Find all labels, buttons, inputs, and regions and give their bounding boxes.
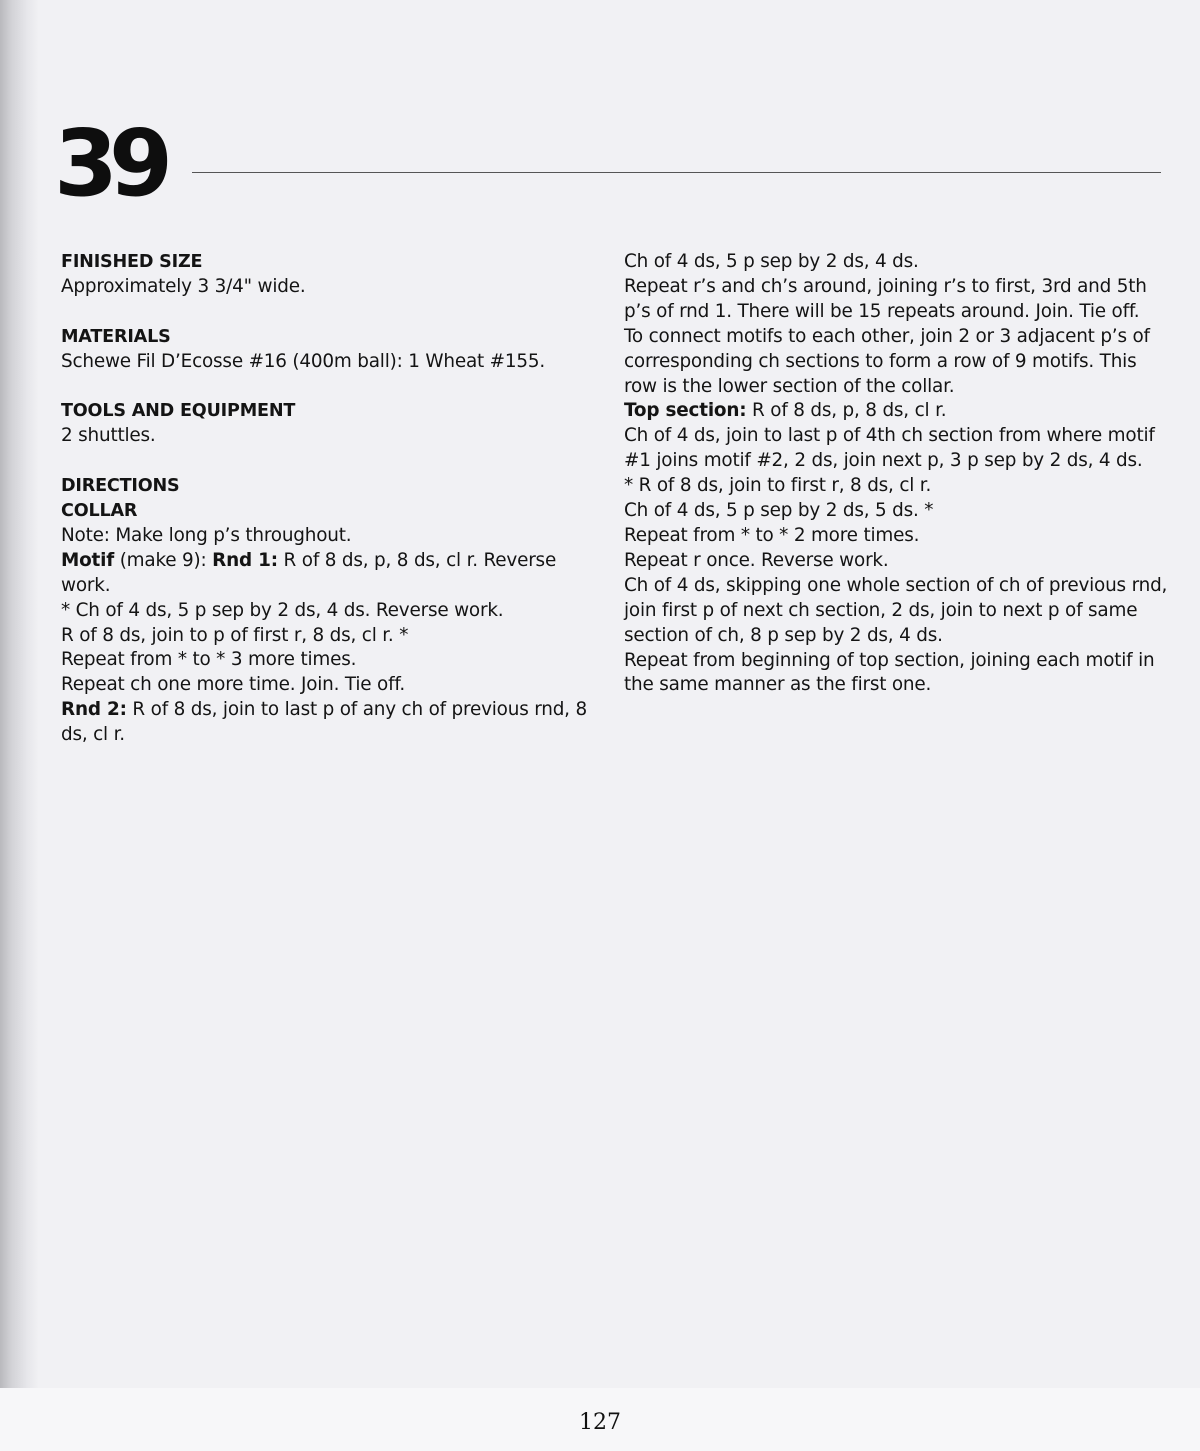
collar-heading: COLLAR [61, 501, 138, 522]
left-column [61, 250, 601, 748]
directions-heading: DIRECTIONS [61, 476, 180, 497]
rnd2-paragraph [61, 698, 601, 748]
instruction-line: Repeat r’s and ch’s around, joining r’s to first, 3rd and 5th p’s of rnd 1. There will be 15 repeats around. Join. Tie off. [624, 275, 1147, 322]
instruction-line: To connect motifs to each other, join 2 or 3 adjacent p’s of corresponding ch sections to form a row of 9 motifs. This row is the lower section of the collar. [624, 325, 1150, 397]
rnd1-text: R of 8 ds, p, 8 ds, cl r. Reverse work. [61, 549, 557, 596]
tools-text: 2 shuttles. [61, 425, 156, 447]
rnd2-label: Rnd 2: [61, 699, 127, 721]
instruction-line: R of 8 ds, join to p of first r, 8 ds, cl r. * [61, 624, 409, 646]
instruction-line: Repeat r once. Reverse work. [624, 549, 889, 571]
book-spine-shadow [0, 0, 38, 1451]
finished-size-text: Approximately 3 3/4" wide. [61, 275, 306, 297]
motif-rnd1-paragraph [61, 549, 601, 599]
tools-heading: TOOLS AND EQUIPMENT [61, 401, 296, 422]
materials-heading: MATERIALS [61, 326, 171, 347]
rnd1-label: Rnd 1: [212, 549, 278, 571]
pattern-number: 39 [54, 110, 165, 217]
materials-text: Schewe Fil D’Ecosse #16 (400m ball): 1 Wheat #155. [61, 350, 546, 372]
right-column [624, 250, 1172, 698]
instruction-line: * R of 8 ds, join to first r, 8 ds, cl r. [624, 475, 932, 497]
motif-paren: (make 9): [114, 549, 213, 571]
header-rule [192, 172, 1161, 173]
note-line: Note: Make long p’s throughout. [61, 524, 352, 546]
page-number: 127 [579, 1410, 621, 1435]
instruction-line: Repeat ch one more time. Join. Tie off. [61, 674, 405, 696]
top-section-paragraph [624, 399, 1172, 424]
top-section-text: R of 8 ds, p, 8 ds, cl r. [746, 400, 947, 422]
instruction-line: Ch of 4 ds, skipping one whole section of ch of previous rnd, join first p of next ch section, 2 ds, join to next p of same section of ch, 8 p sep by 2 ds, 4 ds. [624, 574, 1168, 646]
spacer [61, 375, 601, 400]
top-section-label: Top section: [624, 400, 747, 422]
rnd2-text: R of 8 ds, join to last p of any ch of previous rnd, 8 ds, cl r. [61, 699, 587, 746]
instruction-line: Repeat from * to * 3 more times. [61, 649, 357, 671]
spacer [61, 300, 601, 325]
instruction-line: Ch of 4 ds, 5 p sep by 2 ds, 5 ds. * [624, 500, 934, 522]
finished-size-heading: FINISHED SIZE [61, 252, 203, 272]
instruction-line: Ch of 4 ds, join to last p of 4th ch section from where motif #1 joins motif #2, 2 ds, join next p, 3 p sep by 2 ds, 4 ds. [624, 425, 1155, 472]
instruction-line: Repeat from * to * 2 more times. [624, 524, 920, 546]
spacer [61, 449, 601, 474]
motif-label: Motif [61, 549, 115, 571]
instruction-line: Repeat from beginning of top section, joining each motif in the same manner as the first one. [624, 649, 1155, 696]
instruction-line: * Ch of 4 ds, 5 p sep by 2 ds, 4 ds. Reverse work. [61, 599, 504, 621]
instruction-line: Ch of 4 ds, 5 p sep by 2 ds, 4 ds. [624, 251, 919, 272]
